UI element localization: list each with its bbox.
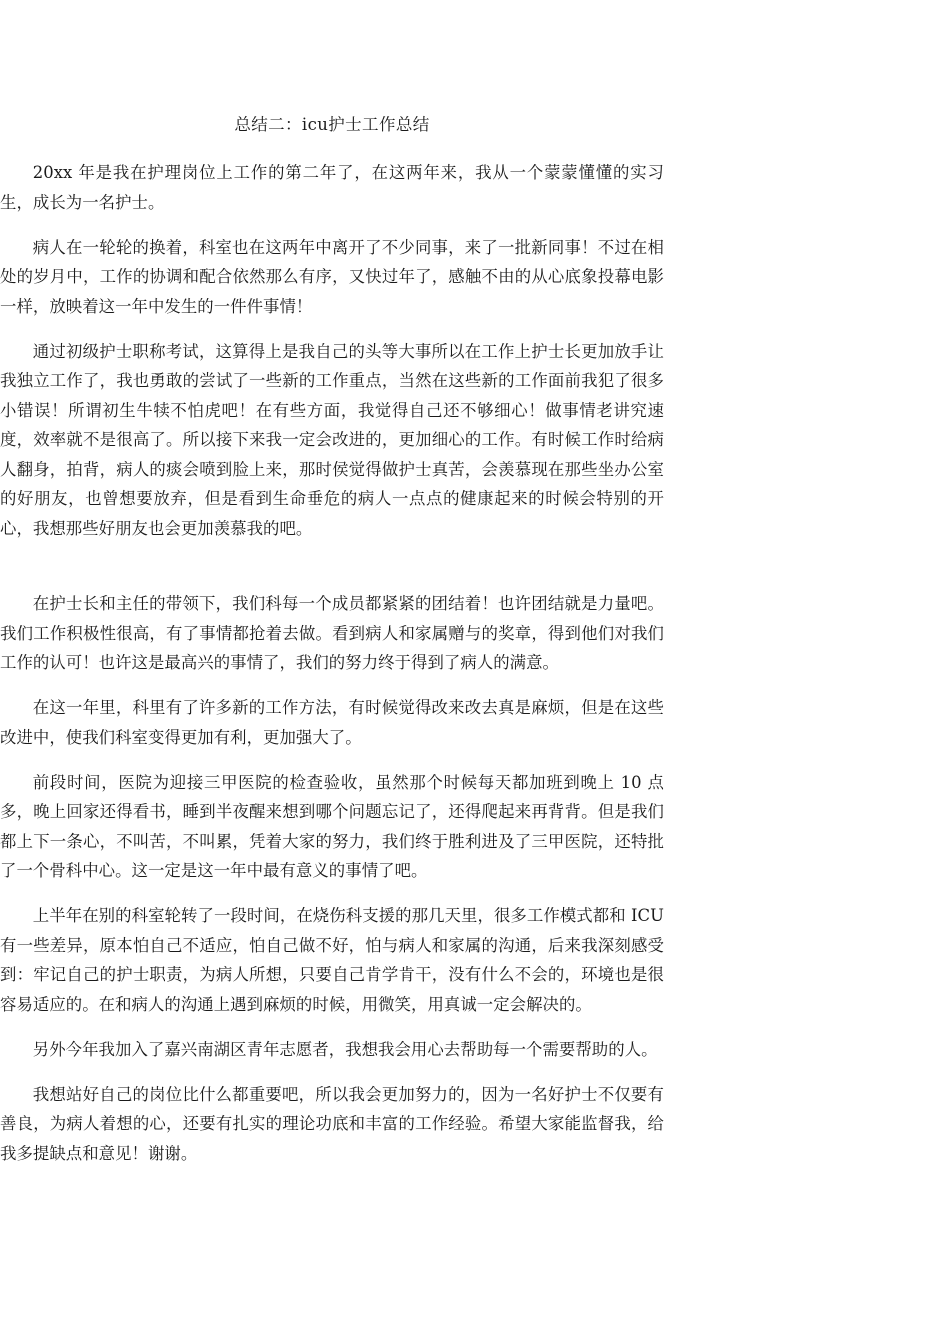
- paragraph: 病人在一轮轮的换着，科室也在这两年中离开了不少同事，来了一批新同事！不过在相处的岁月中，工作的协调和配合依然那么有序，又快过年了，感触不由的从心底象投幕电影一样，放映着这一年中发生的一件件事情！: [0, 237, 664, 316]
- paragraph: 上半年在别的科室轮转了一段时间，在烧伤科支援的那几天里，很多工作模式都和 ICU 有一些差异，原本怕自己不适应，怕自己做不好，怕与病人和家属的沟通，后来我深刻感受到：牢记自己的护士职责，为病人所想，只要自己肯学肯干，没有什么不会的，环境也是很容易适应的。在和病人的沟通上遇到麻烦的时候，用微笑，用真诚一定会解决的。: [0, 906, 664, 1014]
- paragraph: 在这一年里，科里有了许多新的工作方法，有时候觉得改来改去真是麻烦，但是在这些改进中，使我们科室变得更加有利，更加强大了。: [0, 698, 664, 747]
- paragraph: 另外今年我加入了嘉兴南湖区青年志愿者，我想我会用心去帮助每一个需要帮助的人。: [32, 1039, 658, 1059]
- paragraph: 在护士长和主任的带领下，我们科每一个成员都紧紧的团结着！也许团结就是力量吧。我们工作积极性很高，有了事情都抢着去做。看到病人和家属赠与的奖章，得到他们对我们工作的认可！也许这是最高兴的事情了，我们的努力终于得到了病人的满意。: [0, 594, 664, 672]
- paragraph: 20xx 年是我在护理岗位上工作的第二年了，在这两年来，我从一个蒙蒙懂懂的实习生，成长为一名护士。: [0, 163, 664, 212]
- paragraph: 前段时间，医院为迎接三甲医院的检查验收，虽然那个时候每天都加班到晚上 10 点多，晚上回家还得看书，睡到半夜醒来想到哪个问题忘记了，还得爬起来再背背。但是我们都上下一条心，不叫苦，不叫累，凭着大家的努力，我们终于胜利进及了三甲医院，还特批了一个骨科中心。这一定是这一年中最有意义的事情了吧。: [0, 772, 664, 880]
- paragraph: 通过初级护士职称考试，这算得上是我自己的头等大事所以在工作上护士长更加放手让我独立工作了，我也勇敢的尝试了一些新的工作重点，当然在这些新的工作面前我犯了很多小错误！所谓初生牛犊不怕虎吧！在有些方面，我觉得自己还不够细心！做事情老讲究速度，效率就不是很高了。所以接下来我一定会改进的，更加细心的工作。有时候工作时给病人翻身，拍背，病人的痰会喷到脸上来，那时侯觉得做护士真苦，会羡慕现在那些坐办公室的好朋友，也曾想要放弃，但是看到生命垂危的病人一点点的健康起来的时候会特别的开心，我想那些好朋友也会更加羡慕我的吧。: [0, 341, 664, 538]
- page-title: 总结二：icu护士工作总结: [234, 115, 430, 134]
- document-body: [0, 158, 664, 1168]
- paragraph: 我想站好自己的岗位比什么都重要吧，所以我会更加努力的，因为一名好护士不仅要有善良，为病人着想的心，还要有扎实的理论功底和丰富的工作经验。希望大家能监督我，给我多提缺点和意见！谢谢。: [0, 1084, 664, 1163]
